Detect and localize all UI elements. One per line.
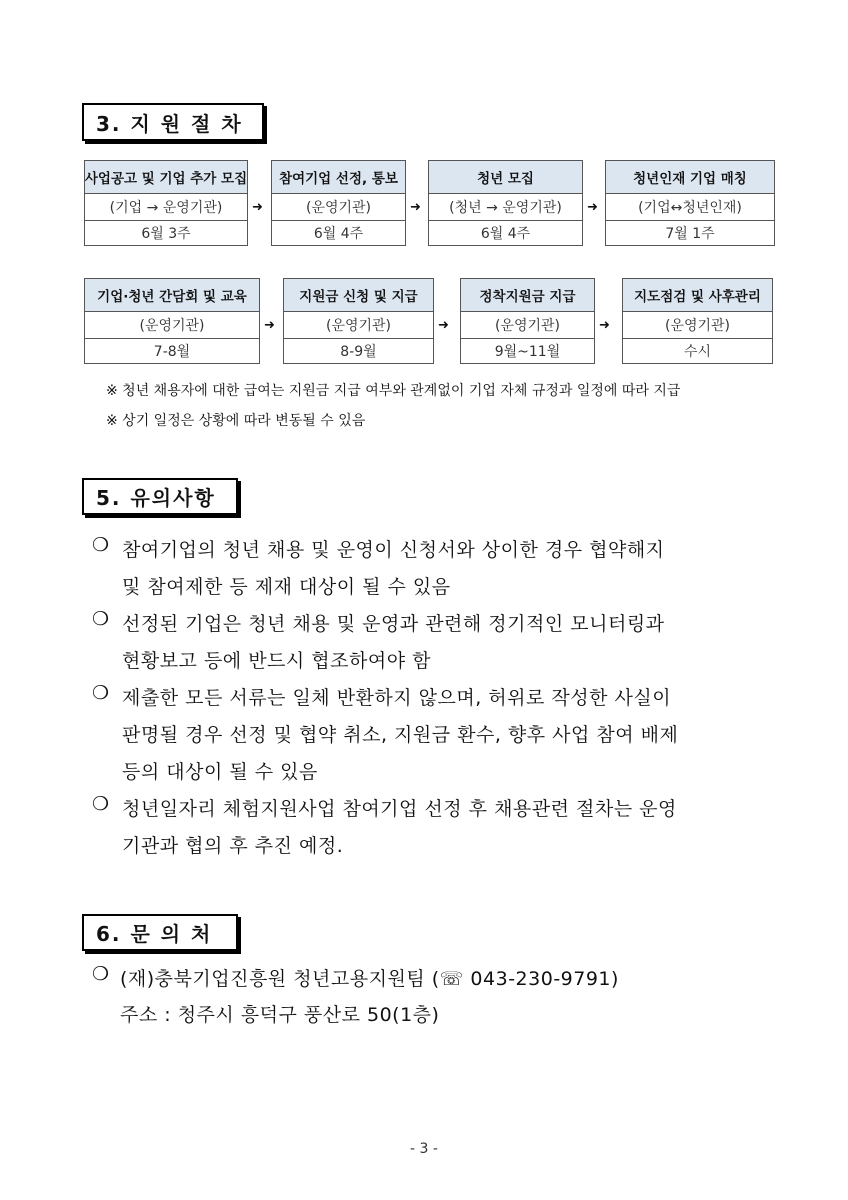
process-step-org: (기업↔청년인재) xyxy=(606,194,774,221)
notice-item-line: 청년일자리 체험지원사업 참여기업 선정 후 채용관련 절차는 운영 xyxy=(122,798,677,820)
notice-item-line: 현황보고 등에 반드시 협조하여야 함 xyxy=(122,650,431,672)
notice-bullet: ❍ xyxy=(92,682,110,704)
process-step-date: 수시 xyxy=(683,344,712,360)
process-step-date: 6월 4주 xyxy=(313,226,364,242)
note-1: ※ 청년 채용자에 대한 급여는 지원금 지급 여부와 관계없이 기업 자체 규정과 일정에 따라 지급 xyxy=(106,383,681,399)
process-step-head: 청년 모집 xyxy=(429,161,582,194)
process-step-box xyxy=(283,278,434,364)
process-step-box xyxy=(622,278,773,364)
process-step-org: (운영기관) xyxy=(85,312,259,339)
process-step-head: 사업공고 및 기업 추가 모집 xyxy=(85,161,247,194)
process-step-head: 참여기업 선정, 통보 xyxy=(272,161,405,194)
notice-bullet: ❍ xyxy=(92,534,110,556)
notice-item-line: 기관과 협의 후 추진 예정. xyxy=(122,835,344,857)
contact-info: (재)충북기업진흥원 청년고용지원팀 (☏ 043-230-9791) xyxy=(120,968,619,990)
process-step-org: (운영기관) xyxy=(272,194,405,221)
notice-bullet: ❍ xyxy=(92,793,110,815)
notice-item-line: 참여기업의 청년 채용 및 운영이 신청서와 상이한 경우 협약해지 xyxy=(122,539,665,561)
process-step-org: (운영기관) xyxy=(461,312,594,339)
flow-arrow-icon: ➜ xyxy=(264,318,275,333)
process-step-box xyxy=(84,278,260,364)
process-step-head: 기업·청년 간담회 및 교육 xyxy=(85,279,259,312)
flow-arrow-icon: ➜ xyxy=(438,318,449,333)
process-step-date: 6월 3주 xyxy=(141,226,191,242)
process-step-date: 8-9월 xyxy=(340,344,377,360)
contact-address: 주소 : 청주시 흥덕구 풍산로 50(1층) xyxy=(120,1004,440,1026)
process-step-head: 청년인재 기업 매칭 xyxy=(606,161,774,194)
page-number: - 3 - xyxy=(410,1141,438,1157)
notice-item-line: 제출한 모든 서류는 일체 반환하지 않으며, 허위로 작성한 사실이 xyxy=(122,687,672,709)
process-step-org: (운영기관) xyxy=(284,312,433,339)
process-step-head: 지도점검 및 사후관리 xyxy=(623,279,772,312)
note-2: ※ 상기 일정은 상황에 따라 변동될 수 있음 xyxy=(106,413,366,429)
notice-item-line: 및 참여제한 등 제재 대상이 될 수 있음 xyxy=(122,576,451,598)
contact-bullet: ❍ xyxy=(92,963,110,985)
process-step-box xyxy=(84,160,248,246)
notice-bullet: ❍ xyxy=(92,608,110,630)
section6-title: 6. 문 의 처 xyxy=(82,914,238,951)
flow-arrow-icon: ➜ xyxy=(599,318,610,333)
process-step-date: 7-8월 xyxy=(153,344,191,360)
flow-arrow-icon: ➜ xyxy=(587,200,598,215)
process-step-head: 정착지원금 지급 xyxy=(461,279,594,312)
notice-item-line: 선정된 기업은 청년 채용 및 운영과 관련해 정기적인 모니터링과 xyxy=(122,613,665,635)
notice-item-line: 등의 대상이 될 수 있음 xyxy=(122,761,318,783)
process-step-org: (기업 → 운영기관) xyxy=(85,194,247,221)
process-step-box xyxy=(460,278,595,364)
notice-item-line: 판명될 경우 선정 및 협약 취소, 지원금 환수, 향후 사업 참여 배제 xyxy=(122,724,679,746)
process-step-box xyxy=(605,160,775,246)
process-step-date: 7월 1주 xyxy=(665,226,715,242)
process-step-org: (청년 → 운영기관) xyxy=(429,194,582,221)
process-step-date: 9월~11월 xyxy=(494,344,561,360)
flow-arrow-icon: ➜ xyxy=(410,200,421,215)
section5-title: 5. 유의사항 xyxy=(82,478,238,515)
flow-arrow-icon: ➜ xyxy=(252,200,263,215)
process-step-date: 6월 4주 xyxy=(480,226,531,242)
process-step-box xyxy=(428,160,583,246)
section3-title: 3. 지 원 절 차 xyxy=(82,103,264,141)
process-step-box xyxy=(271,160,406,246)
process-step-org: (운영기관) xyxy=(623,312,772,339)
process-step-head: 지원금 신청 및 지급 xyxy=(284,279,433,312)
